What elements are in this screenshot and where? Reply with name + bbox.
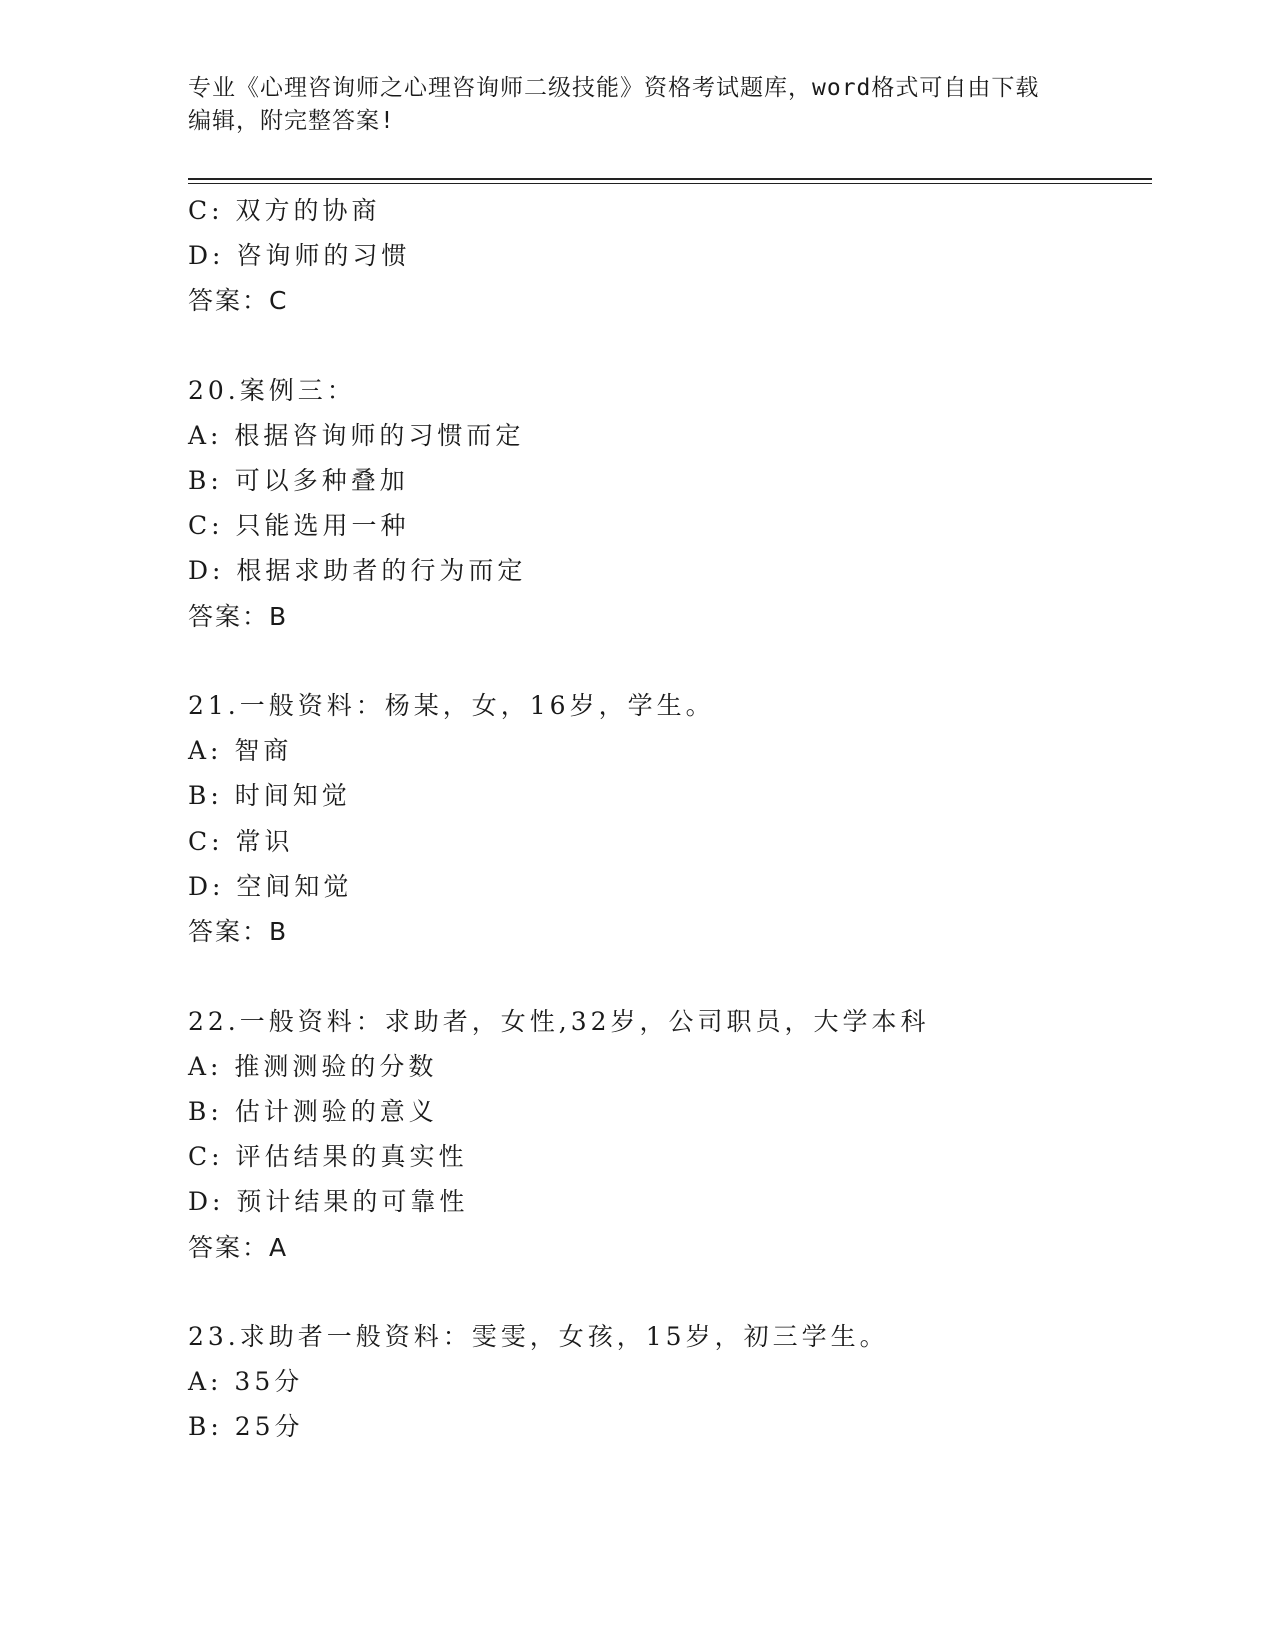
option-line: B: 时间知觉 <box>188 781 351 810</box>
option-line: B: 25分 <box>188 1412 304 1441</box>
question-line: 22.一般资料：求助者，女性,32岁，公司职员，大学本科 <box>188 1007 930 1036</box>
answer-line: 答案：B <box>188 602 289 631</box>
option-line: D: 预计结果的可靠性 <box>188 1187 469 1216</box>
header-line-1: 专业《心理咨询师之心理咨询师二级技能》资格考试题库，word格式可自由下载 <box>188 75 1040 101</box>
option-line: C: 常识 <box>188 827 294 856</box>
header-divider-thin <box>188 183 1152 184</box>
option-line: D: 空间知觉 <box>188 872 353 901</box>
question-line: 21.一般资料：杨某，女，16岁，学生。 <box>188 691 715 720</box>
document-header <box>188 72 1088 138</box>
option-line: A: 智商 <box>188 736 293 765</box>
question-line: 23.求助者一般资料：雯雯，女孩，15岁，初三学生。 <box>188 1322 889 1351</box>
answer-line: 答案：C <box>188 286 289 315</box>
option-line: D: 咨询师的习惯 <box>188 241 411 270</box>
answer-line: 答案：B <box>188 917 289 946</box>
question-line: 20.案例三： <box>188 376 356 405</box>
option-line: C: 只能选用一种 <box>188 511 410 540</box>
option-line: B: 估计测验的意义 <box>188 1097 438 1126</box>
option-line: D: 根据求助者的行为而定 <box>188 556 527 585</box>
option-line: A: 根据咨询师的习惯而定 <box>188 421 525 450</box>
option-line: C: 双方的协商 <box>188 196 381 225</box>
option-line: A: 推测测验的分数 <box>188 1052 438 1081</box>
option-line: C: 评估结果的真实性 <box>188 1142 468 1171</box>
option-line: A: 35分 <box>188 1367 304 1396</box>
answer-line: 答案：A <box>188 1233 289 1262</box>
header-line-2: 编辑，附完整答案! <box>188 108 395 134</box>
option-line: B: 可以多种叠加 <box>188 466 409 495</box>
header-divider-thick <box>188 178 1152 180</box>
